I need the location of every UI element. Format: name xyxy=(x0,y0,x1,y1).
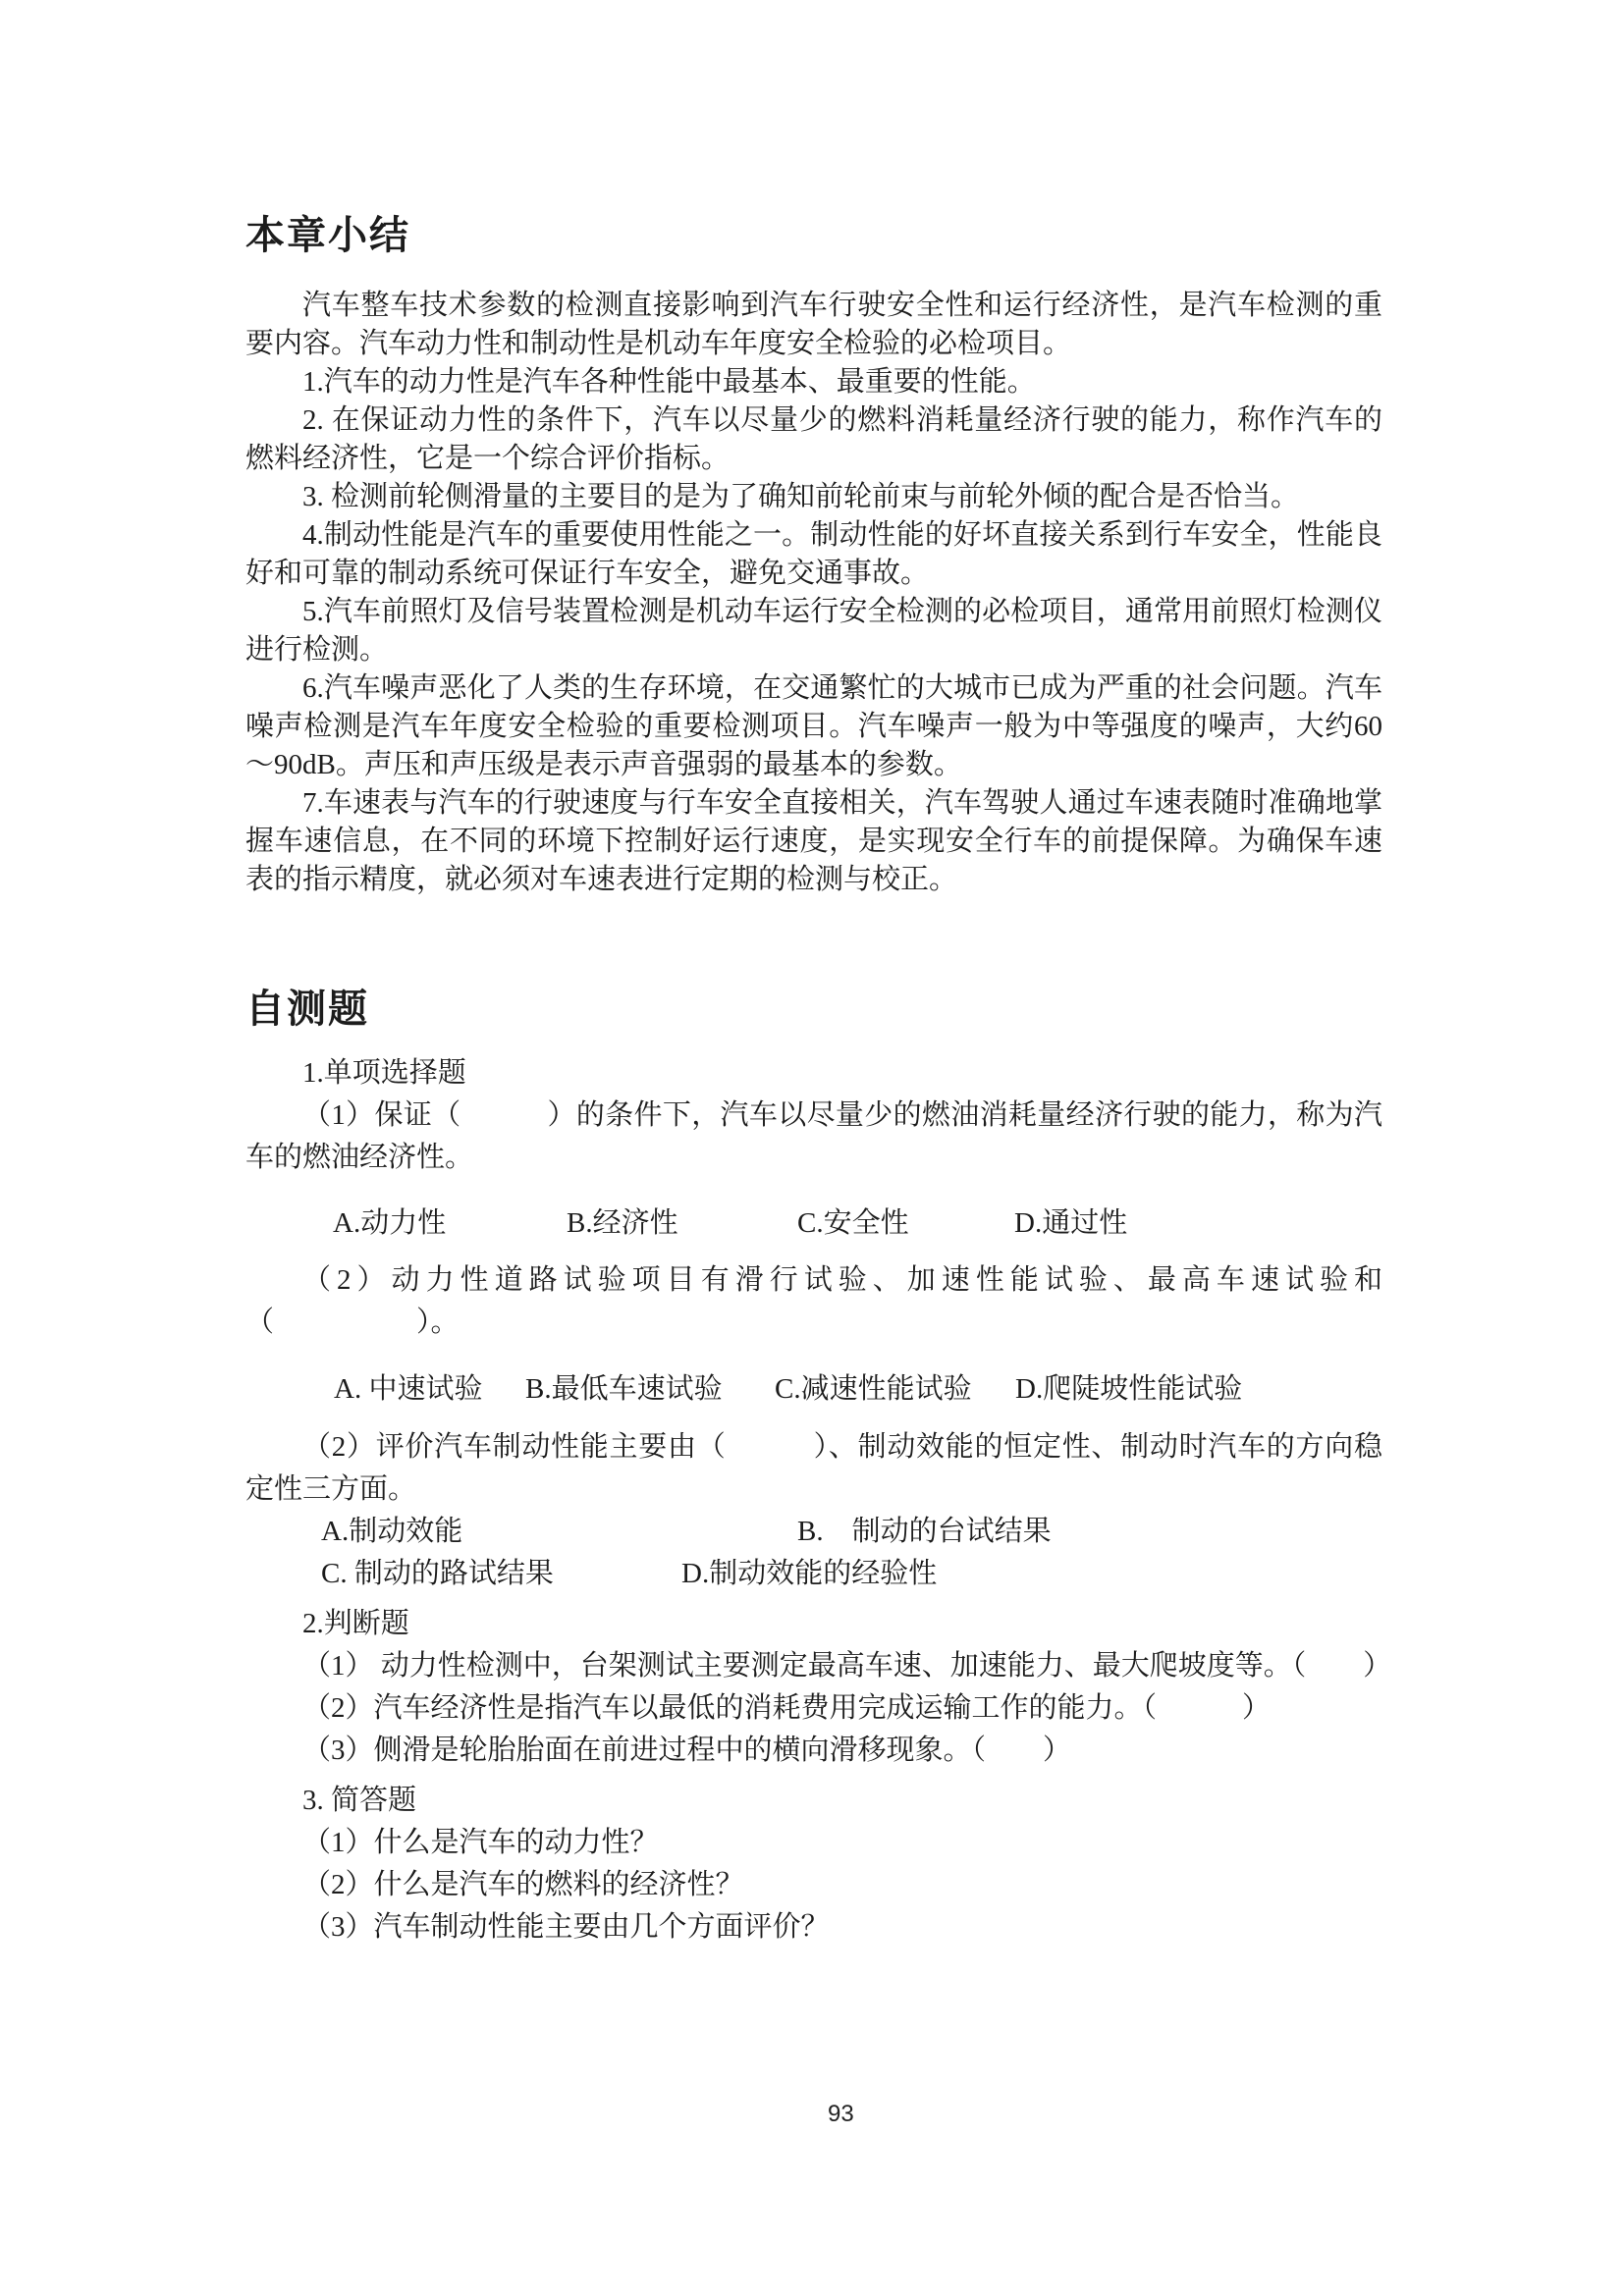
summary-paragraph: 5.汽车前照灯及信号装置检测是机动车运行安全检测的必检项目，通常用前照灯检测仪进行检测。 xyxy=(245,596,1382,666)
summary-paragraph: 6.汽车噪声恶化了人类的生存环境，在交通繁忙的大城市已成为严重的社会问题。汽车噪声检测是汽车年度安全检验的重要检测项目。汽车噪声一般为中等强度的噪声，大约60～90dB。声压和声压级是表示声音强弱的最基本的参数。 xyxy=(245,672,1382,780)
option-item: D.爬陡坡性能试验 xyxy=(1015,1373,1243,1405)
option-item: A. 中速试验 xyxy=(334,1373,483,1405)
question-2-text: （2）动力性道路试验项目有滑行试验、加速性能试验、最高车速试验和（ ）。 xyxy=(245,1264,1382,1338)
summary-paragraph: 3. 检测前轮侧滑量的主要目的是为了确知前轮前束与前轮外倾的配合是否恰当。 xyxy=(302,481,1300,512)
option-item: C.安全性 xyxy=(797,1207,909,1239)
chapter-summary-section xyxy=(245,214,1382,899)
chapter-summary-heading: 本章小结 xyxy=(245,213,410,257)
summary-paragraph: 汽车整车技术参数的检测直接影响到汽车行驶安全性和运行经济性，是汽车检测的重要内容。汽车动力性和制动性是机动车年度安全检验的必检项目。 xyxy=(245,290,1382,359)
option-item: B.最低车速试验 xyxy=(525,1373,723,1405)
option-item: A.动力性 xyxy=(333,1207,447,1239)
summary-paragraph: 2. 在保证动力性的条件下，汽车以尽量少的燃料消耗量经济行驶的能力，称作汽车的燃料经济性，它是一个综合评价指标。 xyxy=(245,404,1382,474)
option-item: C.减速性能试验 xyxy=(775,1373,972,1405)
single-choice-label: 1.单项选择题 xyxy=(302,1057,466,1089)
judge-item: （1） 动力性检测中，台架测试主要测定最高车速、加速能力、最大爬坡度等。（ ） xyxy=(302,1650,1392,1682)
option-item: B. 制动的台试结果 xyxy=(797,1516,1052,1547)
summary-paragraph: 7.车速表与汽车的行驶速度与行车安全直接相关，汽车驾驶人通过车速表随时准确地掌握车速信息，在不同的环境下控制好运行速度，是实现安全行车的前提保障。为确保车速表的指示精度，就必须对车速表进行定期的检测与校正。 xyxy=(245,787,1382,895)
summary-paragraph: 4.制动性能是汽车的重要使用性能之一。制动性能的好坏直接关系到行车安全，性能良好和可靠的制动系统可保证行车安全，避免交通事故。 xyxy=(245,519,1382,589)
question-3-text: （2）评价汽车制动性能主要由（ ）、制动效能的恒定性、制动时汽车的方向稳定性三方面。 xyxy=(245,1431,1382,1505)
judge-item: （2）汽车经济性是指汽车以最低的消耗费用完成运输工作的能力。（ ） xyxy=(302,1692,1272,1724)
short-answer-item: （2）什么是汽车的燃料的经济性？ xyxy=(302,1869,744,1900)
page-number: 93 xyxy=(828,2101,854,2127)
question-2-options-row xyxy=(245,1368,1382,1411)
option-item: A.制动效能 xyxy=(321,1516,463,1547)
question-3-options-row-1 xyxy=(245,1511,1382,1553)
option-item: B.经济性 xyxy=(567,1207,678,1239)
question-3-options-row-2 xyxy=(245,1553,1382,1595)
option-item: D.通过性 xyxy=(1014,1207,1128,1239)
self-test-heading: 自测题 xyxy=(245,987,369,1031)
question-1-text: （1）保证（ ）的条件下，汽车以尽量少的燃油消耗量经济行驶的能力，称为汽车的燃油经济性。 xyxy=(245,1099,1382,1173)
option-item: D.制动效能的经验性 xyxy=(681,1558,938,1589)
self-test-section xyxy=(245,1052,1392,1949)
option-item: C. 制动的路试结果 xyxy=(321,1558,554,1589)
judge-item: （3）侧滑是轮胎胎面在前进过程中的横向滑移现象。（ ） xyxy=(302,1735,1072,1766)
summary-paragraph: 1.汽车的动力性是汽车各种性能中最基本、最重要的性能。 xyxy=(302,366,1036,398)
question-1-options-row xyxy=(245,1202,1382,1245)
short-answer-item: （1）什么是汽车的动力性？ xyxy=(302,1827,659,1858)
short-answer-item: （3）汽车制动性能主要由几个方面评价？ xyxy=(302,1911,830,1943)
judge-label: 2.判断题 xyxy=(302,1608,409,1639)
short-answer-label: 3. 简答题 xyxy=(302,1785,417,1816)
